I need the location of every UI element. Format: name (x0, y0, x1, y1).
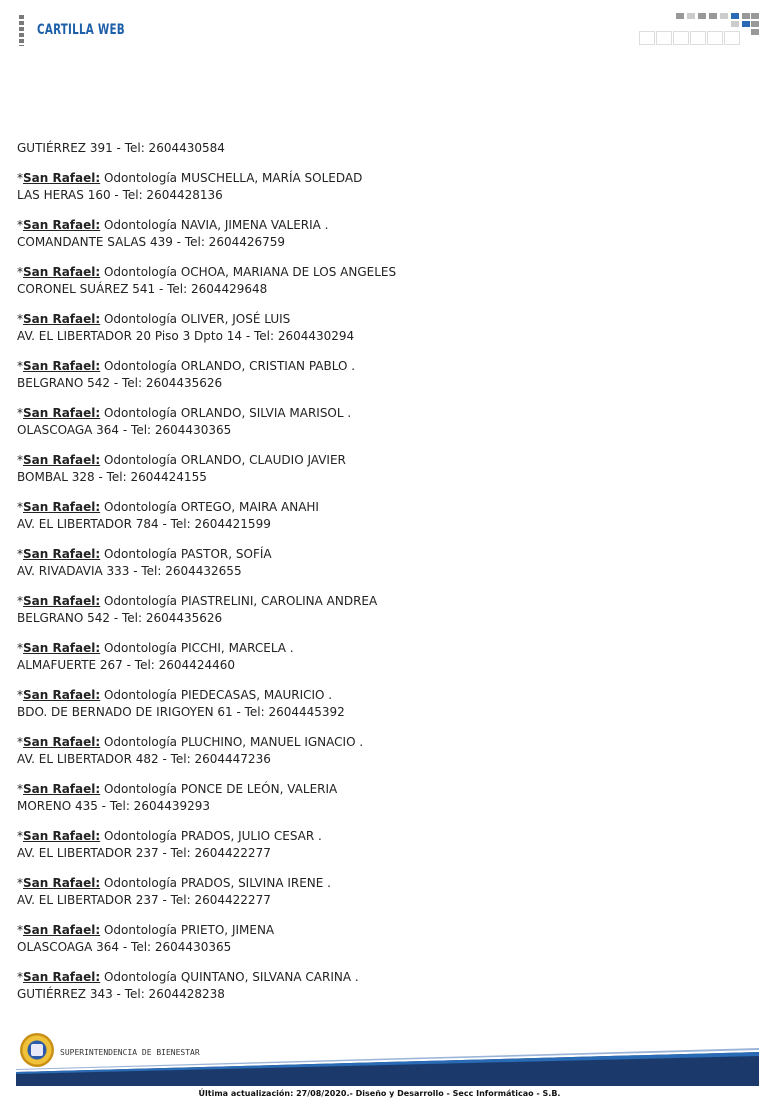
city-label: San Rafael: (23, 970, 101, 984)
asterisk-marker: * (17, 406, 23, 420)
list-item (17, 593, 737, 627)
provider-address: COMANDANTE SALAS 439 - Tel: 2604426759 (17, 235, 286, 249)
city-label: San Rafael: (23, 876, 101, 890)
city-label: San Rafael: (23, 735, 101, 749)
provider-description: Odontología PICCHI, MARCELA . (100, 641, 294, 655)
provider-description: Odontología PLUCHINO, MANUEL IGNACIO . (100, 735, 364, 749)
provider-description: Odontología QUINTANO, SILVANA CARINA . (100, 970, 359, 984)
city-label: San Rafael: (23, 594, 101, 608)
city-label: San Rafael: (23, 406, 101, 420)
asterisk-marker: * (17, 547, 23, 561)
institution-seal-icon (20, 1033, 54, 1067)
list-item (17, 922, 737, 956)
provider-address: AV. EL LIBERTADOR 237 - Tel: 2604422277 (17, 846, 271, 860)
provider-line (17, 499, 737, 516)
list-item (17, 828, 737, 862)
provider-line (17, 781, 737, 798)
footer-credit: Última actualización: 27/08/2020.- Diseño y Desarrollo - Secc Informáticao - S.B. (198, 1089, 561, 1098)
provider-address: BELGRANO 542 - Tel: 2604435626 (17, 376, 223, 390)
provider-description: Odontología PASTOR, SOFÍA (100, 547, 272, 561)
provider-description: Odontología ORLANDO, CLAUDIO JAVIER (100, 453, 346, 467)
asterisk-marker: * (17, 782, 23, 796)
provider-address: LAS HERAS 160 - Tel: 2604428136 (17, 188, 223, 202)
list-item (17, 546, 737, 580)
provider-description: Odontología OLIVER, JOSÉ LUIS (100, 312, 291, 326)
list-item (17, 358, 737, 392)
provider-line (17, 546, 737, 563)
city-label: San Rafael: (23, 453, 101, 467)
list-item (17, 170, 737, 204)
asterisk-marker: * (17, 876, 23, 890)
asterisk-marker: * (17, 312, 23, 326)
city-label: San Rafael: (23, 500, 101, 514)
provider-description: Odontología MUSCHELLA, MARÍA SOLEDAD (100, 171, 363, 185)
city-label: San Rafael: (23, 641, 101, 655)
city-label: San Rafael: (23, 782, 101, 796)
provider-line (17, 405, 737, 422)
asterisk-marker: * (17, 359, 23, 373)
provider-address: AV. EL LIBERTADOR 20 Piso 3 Dpto 14 - Tel: 2604430294 (17, 329, 355, 343)
organization-name: SUPERINTENDENCIA DE BIENESTAR (60, 1048, 200, 1057)
provider-address: OLASCOAGA 364 - Tel: 2604430365 (17, 940, 232, 954)
provider-line (17, 264, 737, 281)
footer-band-icon (16, 1038, 759, 1086)
asterisk-marker: * (17, 500, 23, 514)
list-item (17, 969, 737, 1003)
city-label: San Rafael: (23, 171, 101, 185)
asterisk-marker: * (17, 735, 23, 749)
provider-description: Odontología PRADOS, SILVINA IRENE . (100, 876, 331, 890)
asterisk-marker: * (17, 594, 23, 608)
city-label: San Rafael: (23, 688, 101, 702)
city-label: San Rafael: (23, 829, 101, 843)
provider-line (17, 217, 737, 234)
city-label: San Rafael: (23, 218, 101, 232)
city-label: San Rafael: (23, 312, 101, 326)
page-header (0, 0, 759, 60)
provider-address: CORONEL SUÁREZ 541 - Tel: 2604429648 (17, 282, 268, 296)
list-item (17, 499, 737, 533)
provider-line (17, 828, 737, 845)
header-accent-bar-icon (19, 15, 24, 46)
provider-line (17, 170, 737, 187)
asterisk-marker: * (17, 641, 23, 655)
list-item (17, 781, 737, 815)
provider-address: GUTIÉRREZ 343 - Tel: 2604428238 (17, 987, 225, 1001)
provider-address: BELGRANO 542 - Tel: 2604435626 (17, 611, 223, 625)
decorative-squares-icon (634, 10, 759, 50)
asterisk-marker: * (17, 265, 23, 279)
provider-description: Odontología PRADOS, JULIO CESAR . (100, 829, 322, 843)
provider-line (17, 311, 737, 328)
provider-description: Odontología PRIETO, JIMENA (100, 923, 275, 937)
provider-list (17, 140, 737, 1016)
provider-address: AV. EL LIBERTADOR 237 - Tel: 2604422277 (17, 893, 271, 907)
city-label: San Rafael: (23, 923, 101, 937)
city-label: San Rafael: (23, 359, 101, 373)
page-title: CARTILLA WEB (37, 22, 125, 38)
provider-description: Odontología PIEDECASAS, MAURICIO . (100, 688, 333, 702)
provider-address: ALMAFUERTE 267 - Tel: 2604424460 (17, 658, 235, 672)
asterisk-marker: * (17, 453, 23, 467)
provider-description: Odontología ORLANDO, CRISTIAN PABLO . (100, 359, 356, 373)
list-item (17, 140, 737, 157)
list-item (17, 311, 737, 345)
provider-line (17, 687, 737, 704)
provider-line (17, 640, 737, 657)
asterisk-marker: * (17, 923, 23, 937)
provider-description: Odontología ORLANDO, SILVIA MARISOL . (100, 406, 352, 420)
asterisk-marker: * (17, 970, 23, 984)
city-label: San Rafael: (23, 547, 101, 561)
provider-line (17, 593, 737, 610)
list-item (17, 452, 737, 486)
provider-description: Odontología OCHOA, MARIANA DE LOS ANGELES (100, 265, 397, 279)
provider-line (17, 922, 737, 939)
provider-description: Odontología PONCE DE LEÓN, VALERIA (100, 782, 338, 796)
page-footer (0, 1028, 759, 1101)
provider-line (17, 969, 737, 986)
list-item (17, 405, 737, 439)
provider-line (17, 358, 737, 375)
provider-address: MORENO 435 - Tel: 2604439293 (17, 799, 211, 813)
city-label: San Rafael: (23, 265, 101, 279)
list-item (17, 875, 737, 909)
provider-line (17, 875, 737, 892)
provider-address: AV. RIVADAVIA 333 - Tel: 2604432655 (17, 564, 242, 578)
list-item (17, 217, 737, 251)
asterisk-marker: * (17, 829, 23, 843)
asterisk-marker: * (17, 688, 23, 702)
list-item (17, 734, 737, 768)
provider-address: BOMBAL 328 - Tel: 2604424155 (17, 470, 207, 484)
provider-line (17, 734, 737, 751)
provider-address: BDO. DE BERNADO DE IRIGOYEN 61 - Tel: 2604445392 (17, 705, 345, 719)
asterisk-marker: * (17, 171, 23, 185)
provider-address: AV. EL LIBERTADOR 784 - Tel: 2604421599 (17, 517, 271, 531)
provider-address: GUTIÉRREZ 391 - Tel: 2604430584 (17, 141, 225, 155)
provider-description: Odontología PIASTRELINI, CAROLINA ANDREA (100, 594, 378, 608)
provider-address: AV. EL LIBERTADOR 482 - Tel: 2604447236 (17, 752, 271, 766)
list-item (17, 687, 737, 721)
asterisk-marker: * (17, 218, 23, 232)
provider-description: Odontología NAVIA, JIMENA VALERIA . (100, 218, 329, 232)
list-item (17, 264, 737, 298)
list-item (17, 640, 737, 674)
provider-description: Odontología ORTEGO, MAIRA ANAHI (100, 500, 319, 514)
provider-line (17, 452, 737, 469)
provider-address: OLASCOAGA 364 - Tel: 2604430365 (17, 423, 232, 437)
